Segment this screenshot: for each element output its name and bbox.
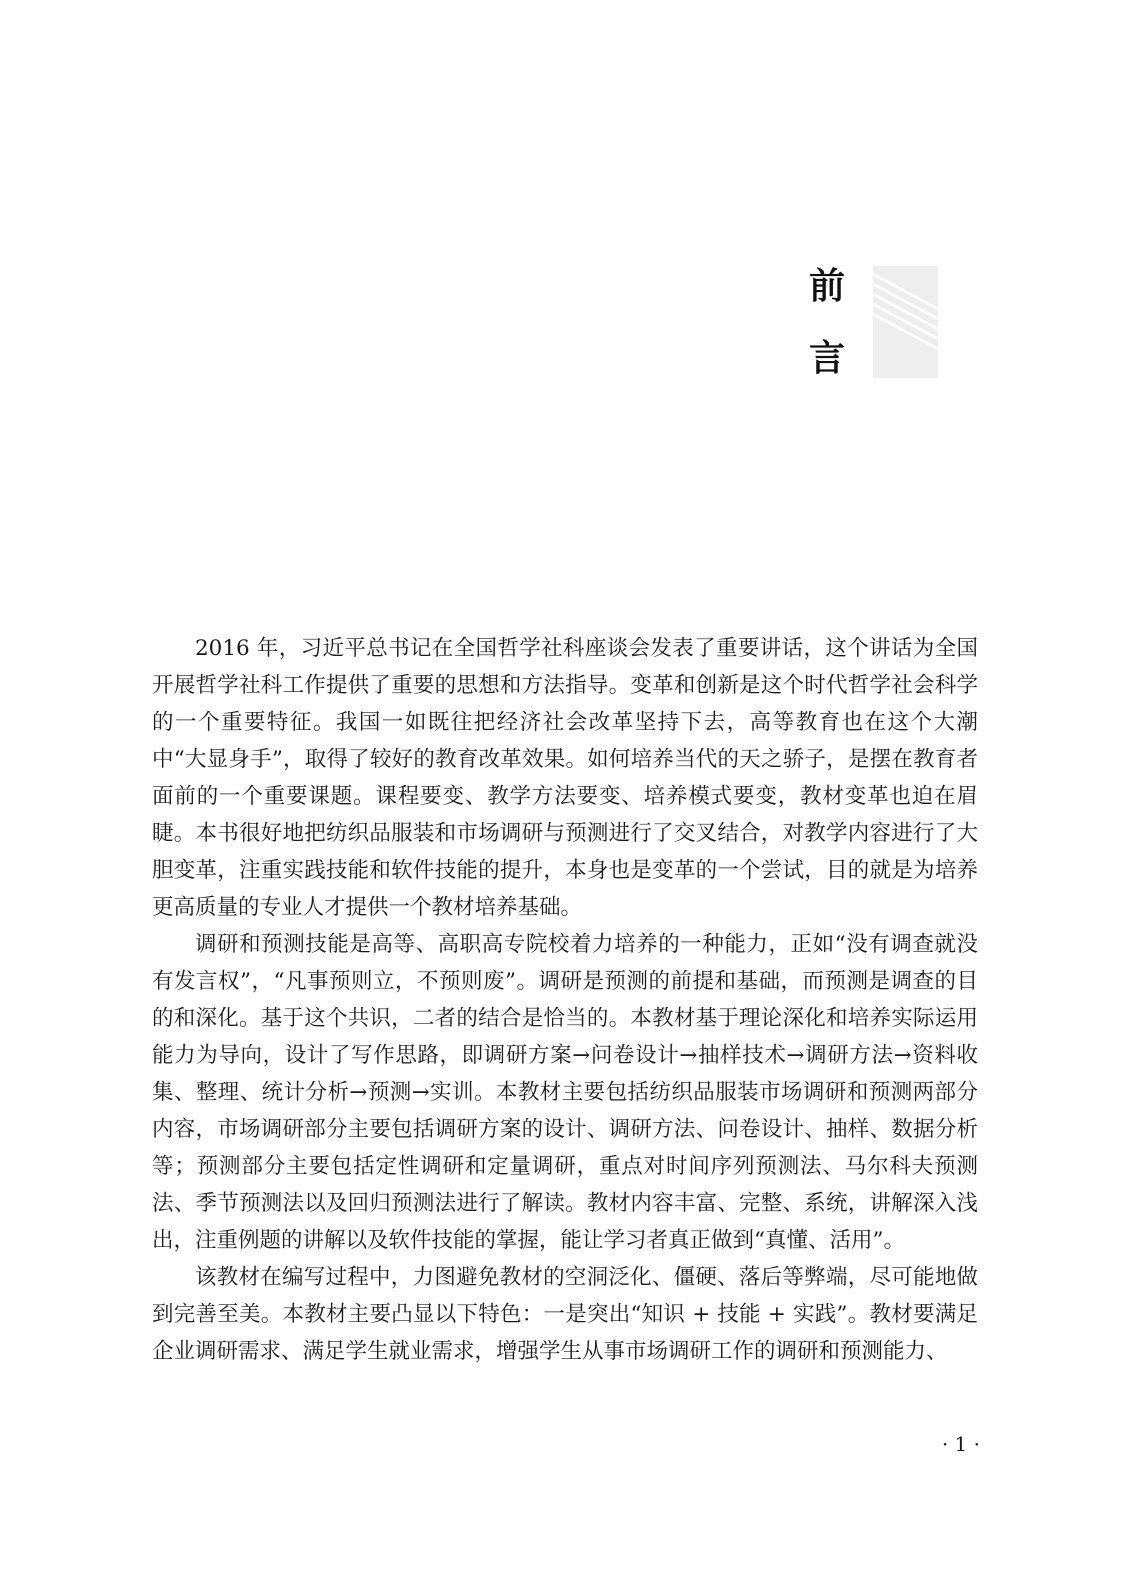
paragraph: 该教材在编写过程中，力图避免教材的空洞泛化、僵硬、落后等弊端，尽可能地做到完善至美。本教材主要凸显以下特色：一是突出“知识 + 技能 + 实践”。教材要满足企业调研需求、满足学生就业需求，增强学生从事市场调研工作的调研和预测能力、	[152, 1265, 978, 1364]
paragraph: 调研和预测技能是高等、高职高专院校着力培养的一种能力，正如“没有调查就没有发言权”，“凡事预则立，不预则废”。调研是预测的前提和基础，而预测是调查的目的和深化。基于这个共识，二者的结合是恰当的。本教材基于理论深化和培养实际运用能力为导向，设计了写作思路，即调研方案→问卷设计→抽样技术→调研方法→资料收集、整理、统计分析→预测→实训。本教材主要包括纺织品服装市场调研和预测两部分内容，市场调研部分主要包括调研方案的设计、调研方法、问卷设计、抽样、数据分析等；预测部分主要包括定性调研和定量调研，重点对时间序列预测法、马尔科夫预测法、季节预测法以及回归预测法进行了解读。教材内容丰富、完整、系统，讲解深入浅出，注重例题的讲解以及软件技能的掌握，能让学习者真正做到“真懂、活用”。	[152, 932, 978, 1253]
diagonal-stripes-icon	[873, 266, 938, 378]
heading-char-2: 言	[808, 338, 845, 379]
heading-decoration	[873, 266, 938, 378]
chapter-heading	[800, 262, 940, 380]
page-number: · 1 ·	[941, 1432, 980, 1456]
paragraph: 2016 年，习近平总书记在全国哲学社科座谈会发表了重要讲话，这个讲话为全国开展哲学社科工作提供了重要的思想和方法指导。变革和创新是这个时代哲学社会科学的一个重要特征。我国一如既往把经济社会改革坚持下去，高等教育也在这个大潮中“大显身手”，取得了较好的教育改革效果。如何培养当代的天之骄子，是摆在教育者面前的一个重要课题。课程要变、教学方法要变、培养模式要变，教材变革也迫在眉睫。本书很好地把纺织品服装和市场调研与预测进行了交叉结合，对教学内容进行了大胆变革，注重实践技能和软件技能的提升，本身也是变革的一个尝试，目的就是为培养更高质量的专业人才提供一个教材培养基础。	[152, 636, 978, 920]
heading-char-1: 前	[808, 266, 845, 307]
preface-body	[152, 630, 978, 1370]
